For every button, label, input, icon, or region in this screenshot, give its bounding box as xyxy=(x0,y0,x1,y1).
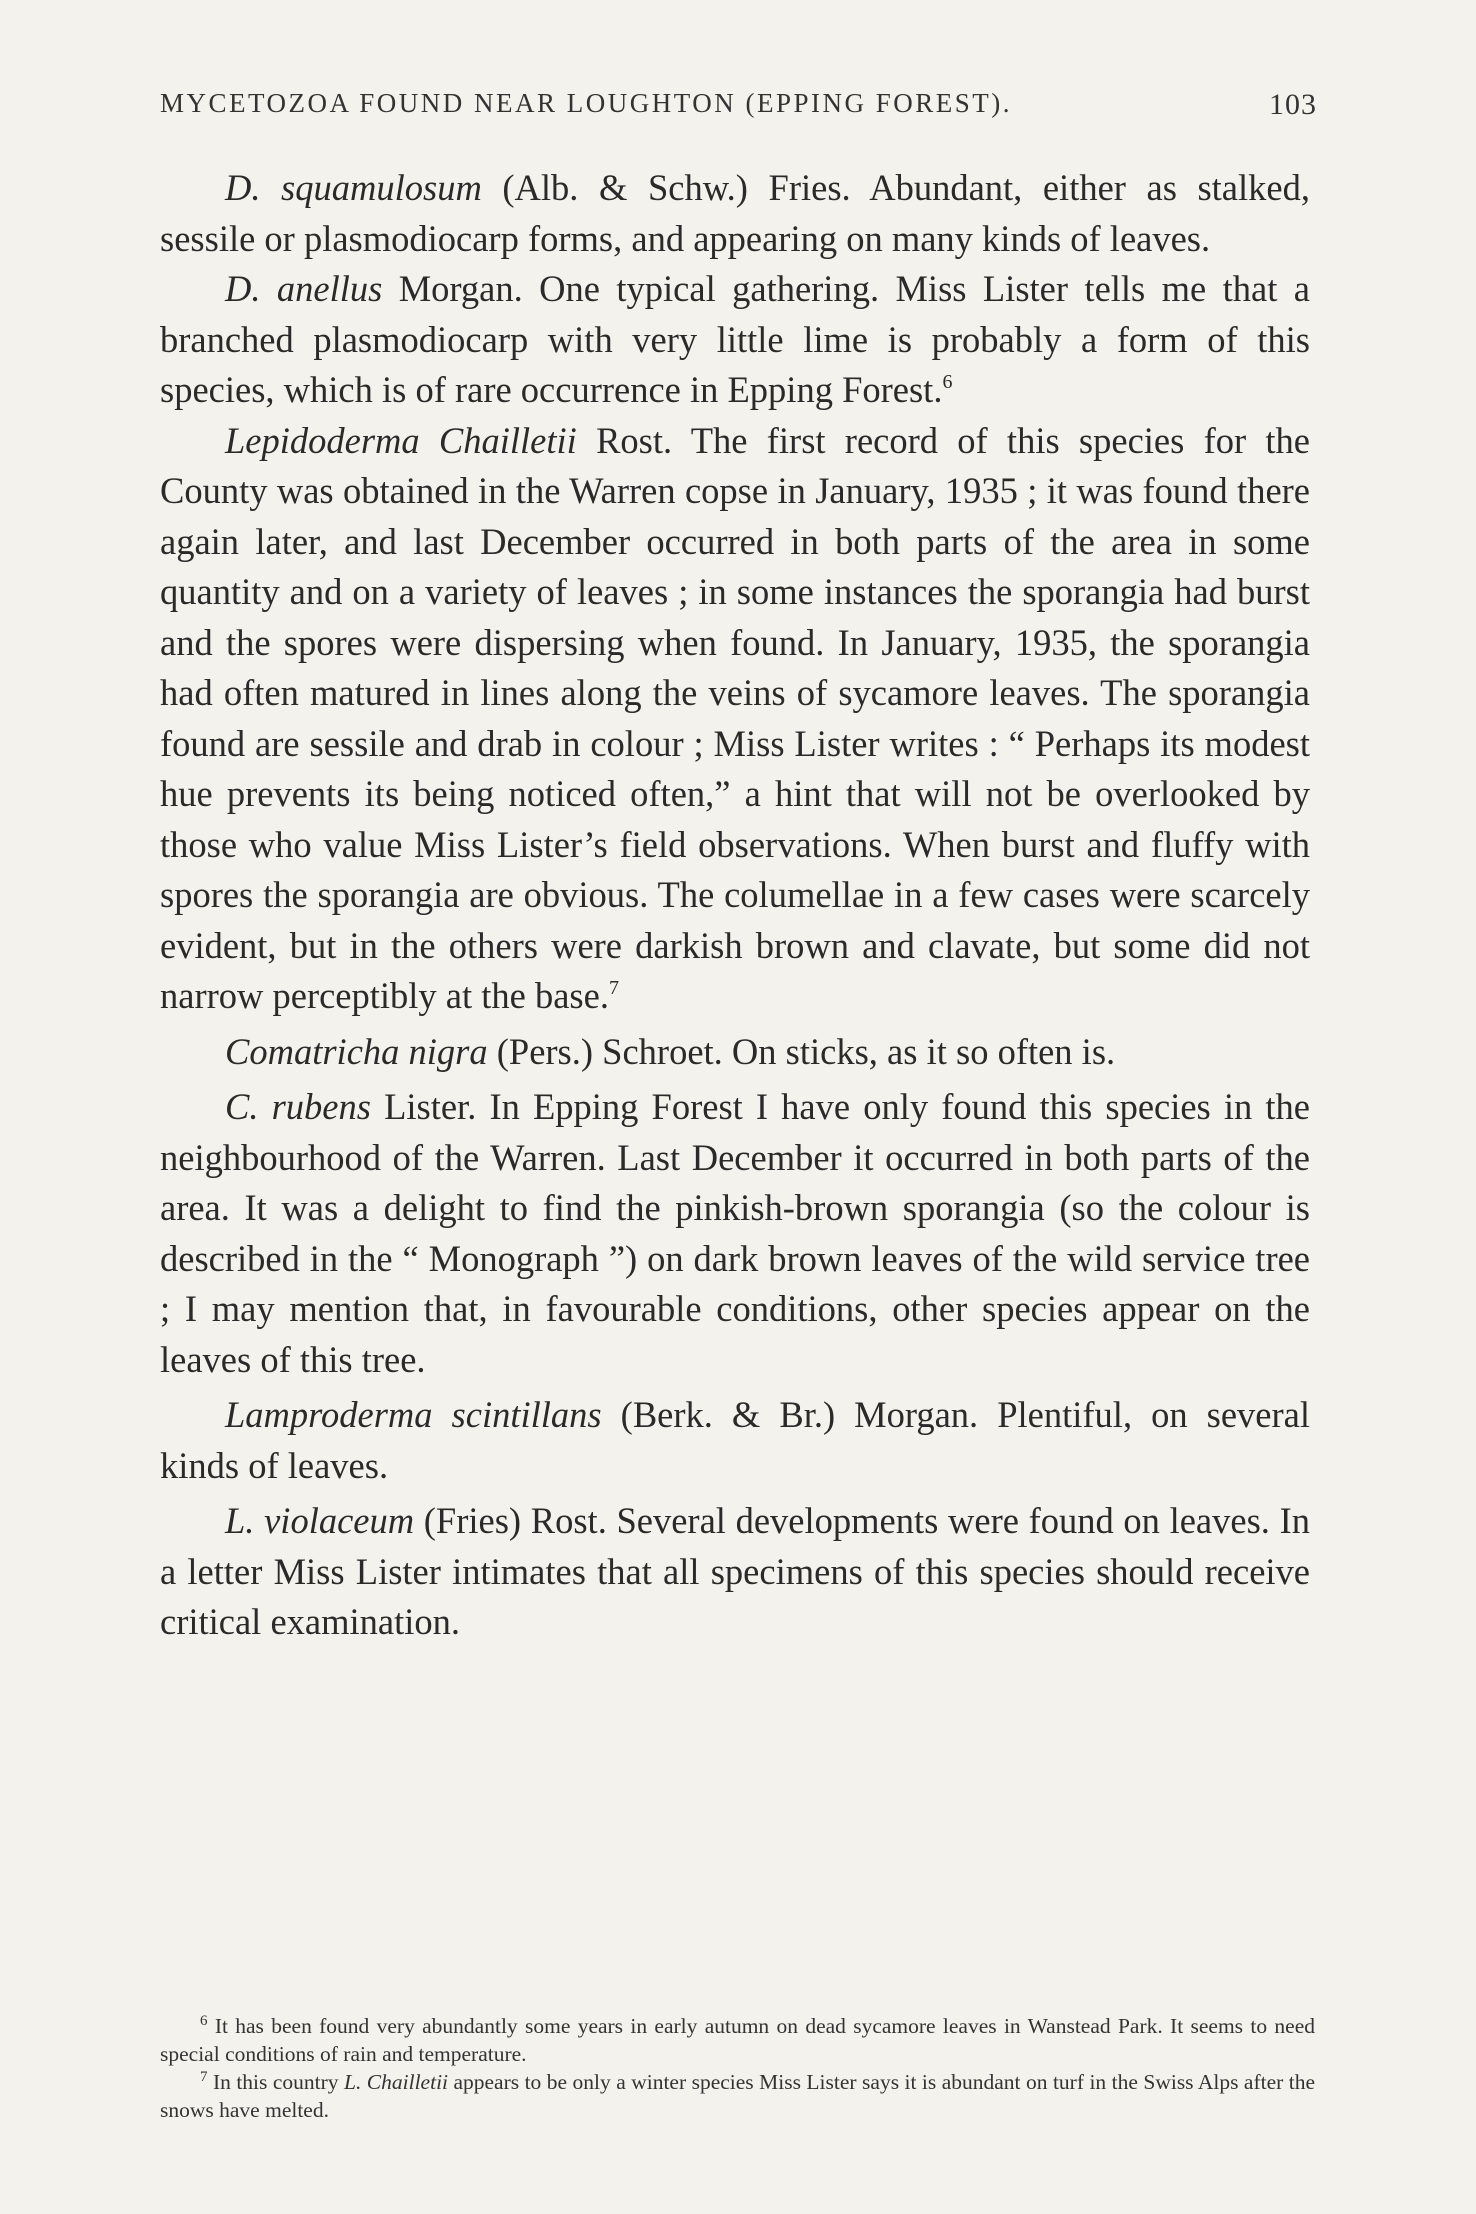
species-entry xyxy=(160,416,1310,1022)
footnote-mark: 7 xyxy=(200,2069,208,2085)
species-entry xyxy=(160,1496,1310,1648)
species-name: D. squamulosum xyxy=(225,167,482,208)
species-authority: Rost. xyxy=(576,419,673,461)
species-name: Lepidoderma Chailletii xyxy=(225,419,577,461)
footnote xyxy=(160,2068,1315,2124)
running-header xyxy=(160,88,1317,122)
footnote-text: appears to be only a winter species Miss Lister says it is abundant on turf in the Swiss Alps after the snows have melted. xyxy=(160,2070,1316,2122)
footnotes xyxy=(160,2012,1315,2124)
page-number: 103 xyxy=(1269,88,1317,121)
footnote-ref: 6 xyxy=(942,371,953,393)
species-name: L. Chailletii xyxy=(344,2070,449,2094)
running-title: MYCETOZOA FOUND NEAR LOUGHTON (EPPING FOREST). xyxy=(160,88,1013,118)
species-authority: (Berk. & Br.) Morgan. xyxy=(601,1394,979,1435)
species-authority: Morgan. xyxy=(382,268,523,309)
species-entry xyxy=(160,1027,1310,1078)
species-name: C. rubens xyxy=(225,1086,371,1127)
entry-text: In Epping Forest I have only found this species in the neighbourhood of the Warren. Last December it occurred in both parts of the area. It was a delight to find the pinkish-brown sporangia (so the colour is described in the “ Monograph ”) on dark brown leaves of the wild service tree ; I may mention that, in favourable conditions, other species appear on the leaves of this tree. xyxy=(160,1086,1310,1380)
species-entry xyxy=(160,1390,1310,1491)
species-name: L. violaceum xyxy=(225,1500,415,1541)
entry-text: On sticks, as it so often is. xyxy=(722,1030,1116,1072)
species-name: Lamproderma scintillans xyxy=(225,1394,602,1435)
species-entry xyxy=(160,163,1310,264)
body-text xyxy=(160,163,1310,1648)
species-authority: (Pers.) Schroet. xyxy=(487,1030,723,1072)
entry-text: Plentiful, on several kinds of leaves. xyxy=(160,1394,1310,1486)
footnote-ref: 7 xyxy=(608,977,619,999)
species-entry xyxy=(160,264,1310,416)
species-authority: (Alb. & Schw.) Fries. xyxy=(481,167,851,208)
entry-text: The first record of this species for the County was obtained in the Warren copse in January, 1935 ; it was found there again later, and last December occurred in both parts of the area in some quantity and on a variety of leaves ; in some instances the sporangia had burst and the spores were dispersing when found. In January, 1935, the sporangia had often matured in lines along the veins of sycamore leaves. The sporangia found are sessile and drab in colour ; Miss Lister writes : “ Perhaps its modest hue prevents its being noticed often,” a hint that will not be overlooked by those who value Miss Lister’s field observations. When burst and fluffy with spores the sporangia are obvious. The columellae in a few cases were scarcely evident, but in the others were darkish brown and clavate, but some did not narrow perceptibly at the base. xyxy=(160,419,1310,1016)
species-entry xyxy=(160,1082,1310,1385)
species-authority: (Fries) Rost. xyxy=(414,1500,607,1541)
species-name: Comatricha nigra xyxy=(225,1030,488,1072)
footnote-text: In this country xyxy=(207,2070,344,2094)
entry-text: Abundant, either as stalked, sessile or plasmodiocarp forms, and appearing on many kinds of leaves. xyxy=(160,167,1310,259)
entry-text: Several developments were found on leaves. In a letter Miss Lister intimates that all specimens of this species should receive critical examination. xyxy=(160,1500,1310,1642)
species-name: D. anellus xyxy=(225,268,383,309)
footnote xyxy=(160,2012,1315,2068)
entry-text: One typical gathering. Miss Lister tells me that a branched plasmodiocarp with very little lime is probably a form of this species, which is of rare occurrence in Epping Forest. xyxy=(160,268,1310,410)
species-authority: Lister. xyxy=(370,1086,477,1127)
footnote-mark: 6 xyxy=(200,2013,208,2029)
footnote-text: It has been found very abundantly some years in early autumn on dead sycamore leaves in Wanstead Park. It seems to need special conditions of rain and temperature. xyxy=(160,2014,1315,2066)
